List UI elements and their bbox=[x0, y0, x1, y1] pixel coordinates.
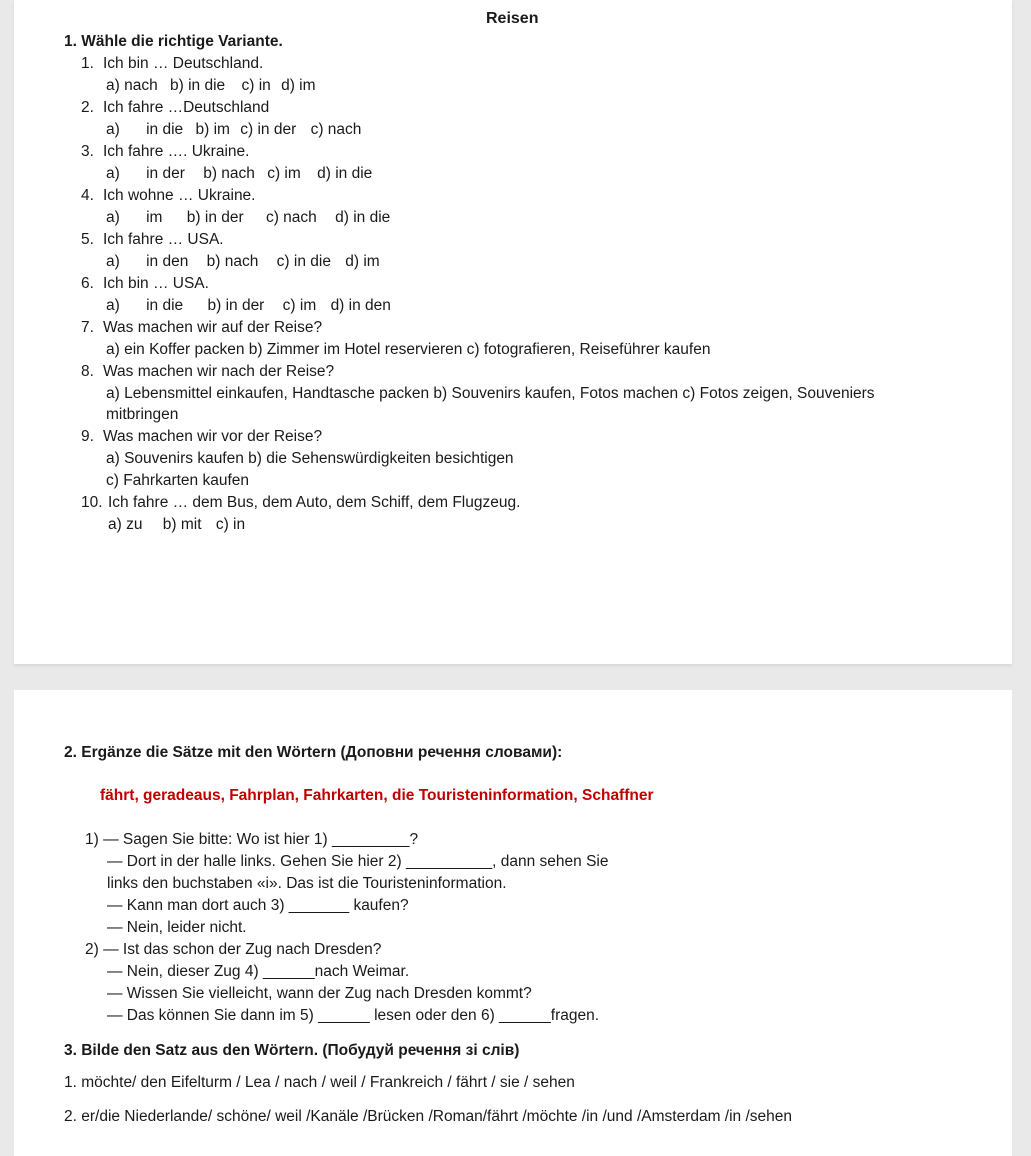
question-8-options: a) Lebensmittel einkaufen, Handtasche packen b) Souvenirs kaufen, Fotos machen c) Fotos zeigen, Souveniers bbox=[106, 385, 875, 402]
question-9-options: a) Souvenirs kaufen b) die Sehenswürdigkeiten besichtigen bbox=[106, 450, 514, 467]
question-2: 2. Ich fahre …Deutschland bbox=[81, 99, 270, 116]
dialogue-line-2: — Dort in der halle links. Gehen Sie hier 2) __________, dann sehen Sie bbox=[107, 853, 609, 870]
question-6-options: a) in die b) in der c) im d) in den bbox=[106, 297, 391, 314]
page-1 bbox=[14, 0, 1012, 664]
question-3-options: a) in der b) nach c) im d) in die bbox=[106, 165, 373, 182]
dialogue-line-3: links den buchstaben «i». Das ist die Touristeninformation. bbox=[107, 875, 507, 892]
question-4: 4. Ich wohne … Ukraine. bbox=[81, 187, 256, 204]
question-7-options: a) ein Koffer packen b) Zimmer im Hotel reservieren c) fotografieren, Reiseführer kaufen bbox=[106, 341, 711, 358]
dialogue-line-1: 1) — Sagen Sie bitte: Wo ist hier 1) _________? bbox=[85, 831, 419, 848]
dialogue-line-4: — Kann man dort auch 3) _______ kaufen? bbox=[107, 897, 409, 914]
page-2 bbox=[14, 690, 1012, 1156]
question-6: 6. Ich bin … USA. bbox=[81, 275, 209, 292]
question-2-options: a) in die b) im c) in der c) nach bbox=[106, 121, 362, 138]
dialogue-line-5: — Nein, leider nicht. bbox=[107, 919, 247, 936]
question-10: 10. Ich fahre … dem Bus, dem Auto, dem Schiff, dem Flugzeug. bbox=[81, 494, 521, 511]
question-8-options-continued: mitbringen bbox=[106, 406, 179, 423]
dialogue-line-6: 2) — Ist das schon der Zug nach Dresden? bbox=[85, 941, 382, 958]
section-1-heading: 1. Wähle die richtige Variante. bbox=[64, 33, 283, 50]
dialogue-line-8: — Wissen Sie vielleicht, wann der Zug nach Dresden kommt? bbox=[107, 985, 532, 1002]
question-8: 8. Was machen wir nach der Reise? bbox=[81, 363, 335, 380]
question-1-options: a) nach b) in die c) in d) im bbox=[106, 77, 316, 94]
sentence-task-1: 1. möchte/ den Eifelturm / Lea / nach / weil / Frankreich / fährt / sie / sehen bbox=[64, 1074, 575, 1091]
word-bank: fährt, geradeaus, Fahrplan, Fahrkarten, die Touristeninformation, Schaffner bbox=[100, 787, 654, 804]
section-3-heading: 3. Bilde den Satz aus den Wörtern. (Побудуй речення зі слів) bbox=[64, 1042, 520, 1059]
question-5: 5. Ich fahre … USA. bbox=[81, 231, 224, 248]
section-2-heading: 2. Ergänze die Sätze mit den Wörtern (Доповни речення словами): bbox=[64, 744, 563, 761]
question-4-options: a) im b) in der c) nach d) in die bbox=[106, 209, 391, 226]
question-5-options: a) in den b) nach c) in die d) im bbox=[106, 253, 380, 270]
sentence-task-2: 2. er/die Niederlande/ schöne/ weil /Kanäle /Brücken /Roman/fährt /möchte /in /und /Amsterdam /in /sehen bbox=[64, 1108, 793, 1125]
question-10-options: a) zu b) mit c) in bbox=[108, 516, 246, 533]
document-title: Reisen bbox=[486, 10, 539, 27]
question-3: 3. Ich fahre …. Ukraine. bbox=[81, 143, 250, 160]
question-9-options-continued: c) Fahrkarten kaufen bbox=[106, 472, 250, 489]
dialogue-line-9: — Das können Sie dann im 5) ______ lesen oder den 6) ______fragen. bbox=[107, 1007, 600, 1024]
question-9: 9. Was machen wir vor der Reise? bbox=[81, 428, 323, 445]
dialogue-line-7: — Nein, dieser Zug 4) ______nach Weimar. bbox=[107, 963, 410, 980]
question-7: 7. Was machen wir auf der Reise? bbox=[81, 319, 323, 336]
question-1: 1. Ich bin … Deutschland. bbox=[81, 55, 264, 72]
